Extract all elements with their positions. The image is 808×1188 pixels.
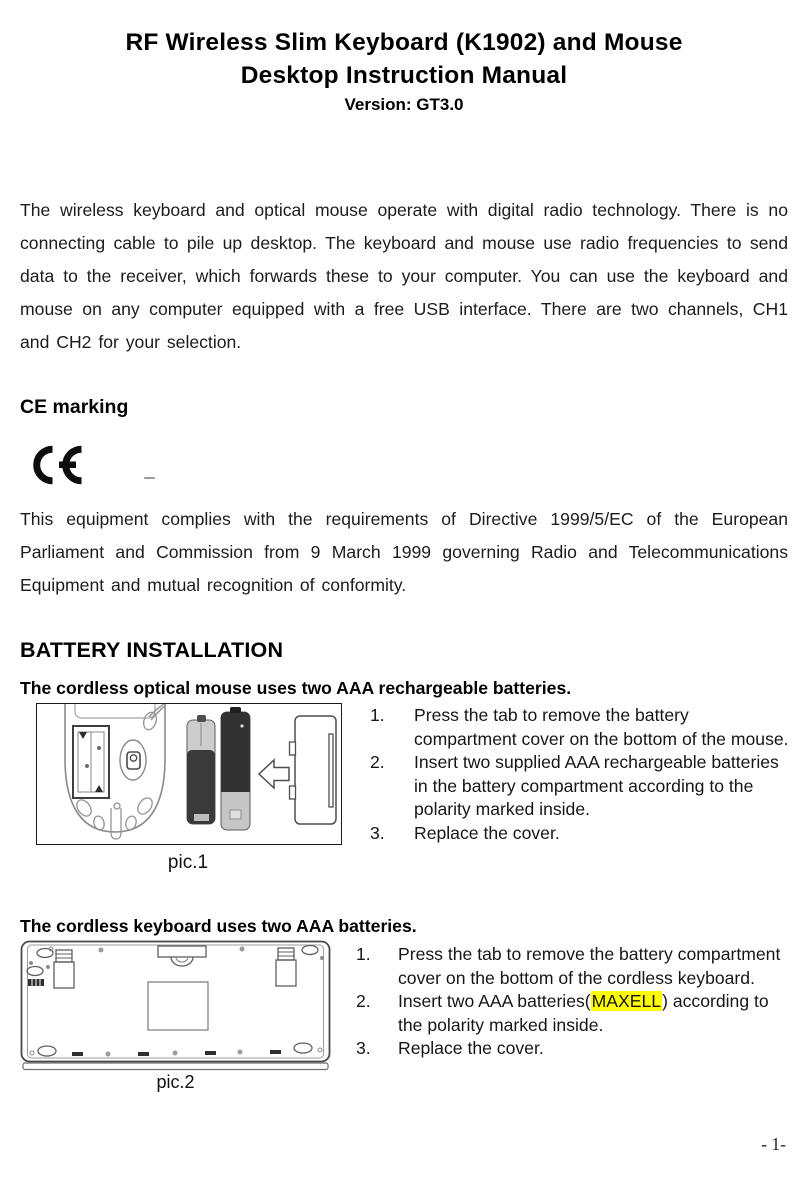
list-item bbox=[356, 1037, 792, 1061]
ce-logo-icon bbox=[22, 444, 84, 486]
page-title-line2: Desktop Instruction Manual bbox=[240, 62, 568, 89]
step-number: 3. bbox=[370, 822, 385, 843]
mouse-steps-list bbox=[370, 704, 792, 845]
step-text: Press the tab to remove the battery compartment cover on the bottom of the cordless keyboard. bbox=[398, 944, 781, 988]
list-item bbox=[356, 990, 792, 1037]
pic2-caption: pic.2 bbox=[156, 1072, 195, 1092]
scan-artifact-mark bbox=[144, 477, 155, 479]
keyboard-steps-list bbox=[356, 943, 792, 1061]
keyboard-subheading: The cordless keyboard uses two AAA batteries. bbox=[20, 916, 417, 936]
step-text: Press the tab to remove the battery compartment cover on the bottom of the mouse. bbox=[414, 705, 789, 749]
mouse-diagram bbox=[36, 703, 342, 845]
ce-marking-heading: CE marking bbox=[20, 396, 129, 418]
step-number: 3. bbox=[356, 1038, 371, 1058]
step-text-post: ) according to the polarity marked inside. bbox=[398, 991, 769, 1035]
mouse-subheading: The cordless optical mouse uses two AAA rechargeable batteries. bbox=[20, 678, 572, 698]
list-item bbox=[356, 943, 792, 990]
step-number: 2. bbox=[370, 752, 385, 772]
step-number: 1. bbox=[370, 705, 385, 725]
step-text: Replace the cover. bbox=[414, 822, 560, 843]
step-text: Insert two supplied AAA rechargeable batteries in the battery compartment according to the polarity marked inside. bbox=[414, 752, 779, 819]
list-item bbox=[370, 822, 792, 846]
page-title-line1: RF Wireless Slim Keyboard (K1902) and Mouse bbox=[125, 29, 683, 56]
step-text bbox=[398, 990, 792, 1037]
version-label: Version: GT3.0 bbox=[344, 95, 464, 114]
pic1-caption: pic.1 bbox=[167, 852, 209, 873]
intro-paragraph: The wireless keyboard and optical mouse operate with digital radio technology. There is no connecting cable to pile up desktop. The keyboard and mouse use radio frequencies to send data to the receiver, which forwards these to your computer. You can use the keyboard and mouse on any computer equipped with a free USB interface. There are two channels, CH1 and CH2 for your selection. bbox=[20, 200, 788, 352]
directive-paragraph: This equipment complies with the requirements of Directive 1999/5/EC of the European Parliament and Commission from 9 March 1999 governing Radio and Telecommunications Equipment and mutual recognition of conformity. bbox=[20, 509, 788, 595]
step-text: Replace the cover. bbox=[398, 1038, 544, 1058]
keyboard-diagram bbox=[20, 940, 331, 1073]
maxell-highlight: MAXELL bbox=[591, 991, 662, 1011]
page-number: - 1- bbox=[761, 1134, 786, 1154]
list-item bbox=[370, 704, 792, 751]
list-item bbox=[370, 751, 792, 822]
battery-installation-heading: BATTERY INSTALLATION bbox=[20, 638, 284, 662]
step-text-pre: Insert two AAA batteries( bbox=[398, 991, 591, 1011]
title-block bbox=[0, 26, 808, 115]
step-number: 1. bbox=[356, 944, 371, 964]
step-number: 2. bbox=[356, 991, 371, 1011]
